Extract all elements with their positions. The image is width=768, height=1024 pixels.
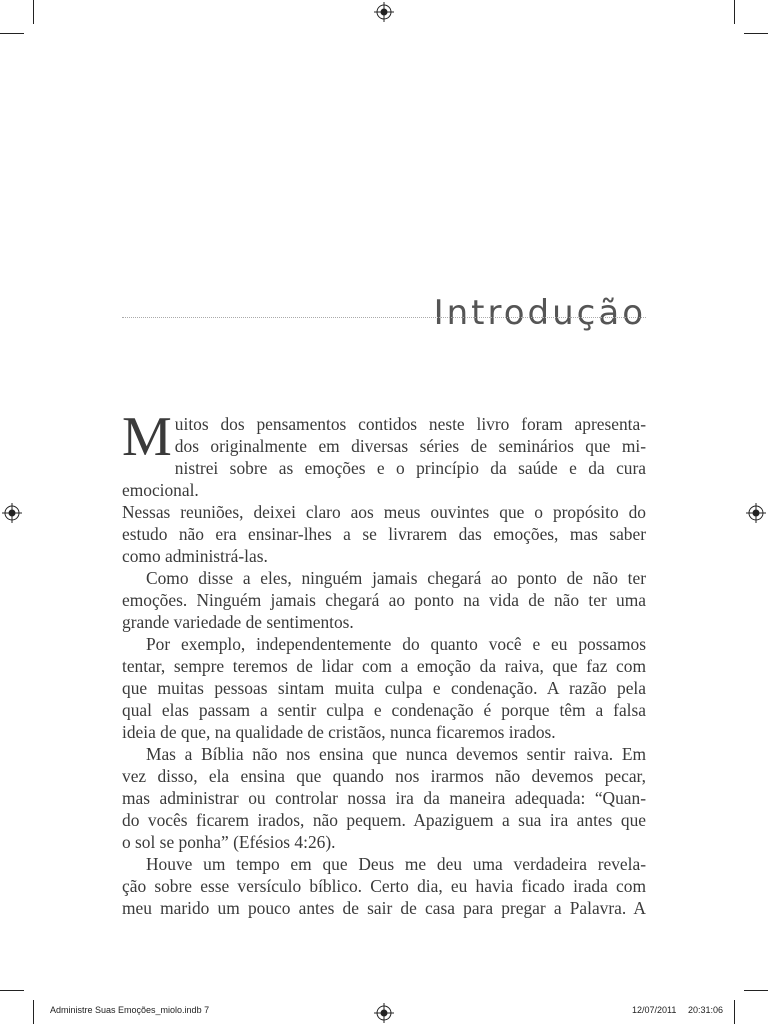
crop-mark-top-right-horizontal (744, 33, 768, 34)
text-line: Como disse a eles, ninguém jamais chegará ao ponto de não ter (146, 568, 646, 588)
text-line: tentar, sempre teremos de lidar com a emoção da raiva, que faz com (122, 656, 646, 676)
crop-mark-top-left-horizontal (0, 33, 24, 34)
text-line: vez disso, ela ensina que quando nos irarmos não devemos pecar, (122, 766, 646, 786)
text-line: ideia de que, na qualidade de cristãos, nunca ficaremos irados. (122, 722, 556, 742)
text-line: meu marido um pouco antes de sair de casa para pregar a Palavra. A (122, 898, 646, 918)
text-line: uitos dos pensamentos contidos neste livro foram apresenta- (174, 414, 646, 434)
text-line: grande variedade de sentimentos. (122, 612, 354, 632)
crop-mark-bottom-right-vertical (734, 1000, 735, 1024)
chapter-title: Introdução (433, 292, 646, 333)
text-line: Mas a Bíblia não nos ensina que nunca devemos sentir raiva. Em (146, 744, 646, 764)
slug-time: 20:31:06 (688, 1005, 724, 1015)
text-line: nistrei sobre as emoções e o princípio da saúde e da cura emocional. (122, 458, 646, 500)
crop-mark-top-right-vertical (734, 0, 735, 24)
slug-filename: Administre Suas Emoções_miolo.indb 7 (50, 1005, 210, 1015)
text-line: do vocês ficarem irados, não pequem. Apaziguem a sua ira antes que (122, 810, 646, 830)
text-line: ção sobre esse versículo bíblico. Certo dia, eu havia ficado irada com (122, 876, 646, 896)
crop-mark-top-left-vertical (33, 0, 34, 24)
crop-mark-bottom-left-horizontal (0, 990, 24, 991)
text-line: mas administrar ou controlar nossa ira da maneira adequada: “Quan- (122, 788, 646, 808)
text-line: Por exemplo, independentemente do quanto você e eu possamos (146, 634, 646, 654)
crop-mark-bottom-left-vertical (33, 1000, 34, 1024)
title-divider (122, 317, 646, 318)
text-line: como administrá-las. (122, 546, 268, 566)
text-line: estudo não era ensinar-lhes a se livrarem das emoções, mas saber (122, 524, 646, 544)
text-line: o sol se ponha” (Efésios 4:26). (122, 832, 336, 852)
registration-mark-left-icon (2, 503, 22, 523)
registration-mark-bottom-icon (374, 1003, 394, 1023)
text-line: Houve um tempo em que Deus me deu uma verdadeira revela- (146, 854, 646, 874)
text-line: Nessas reuniões, deixei claro aos meus ouvintes que o propósito do (122, 502, 646, 522)
registration-mark-right-icon (746, 503, 766, 523)
text-line: dos originalmente em diversas séries de seminários que mi- (174, 436, 646, 456)
drop-cap: M (122, 406, 172, 468)
slug-date: 12/07/2011 (632, 1005, 677, 1015)
text-line: emoções. Ninguém jamais chegará ao ponto na vida de não ter uma (122, 590, 646, 610)
text-line: que muitas pessoas sintam muita culpa e condenação. A razão pela (122, 678, 646, 698)
text-line: qual elas passam a sentir culpa e condenação é porque têm a falsa (122, 700, 646, 720)
body-text (122, 406, 646, 919)
registration-mark-top-icon (374, 2, 394, 22)
crop-mark-bottom-right-horizontal (744, 990, 768, 991)
